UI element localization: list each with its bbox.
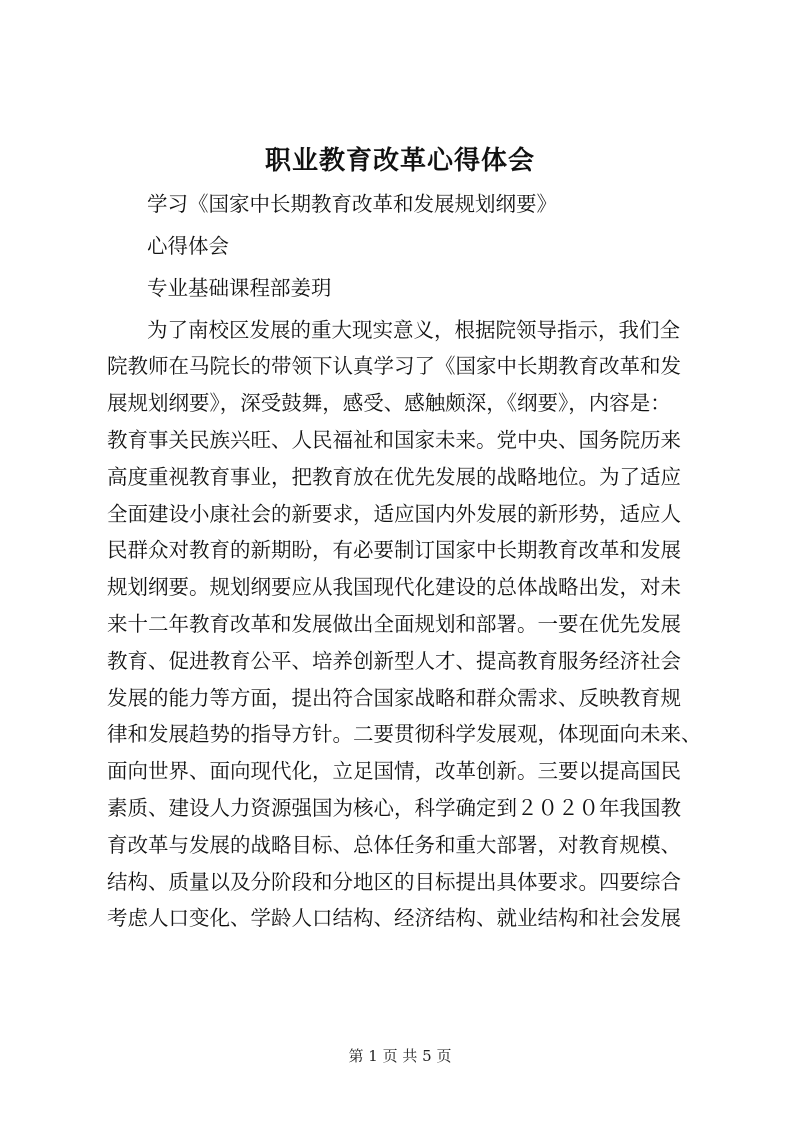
body-line: 面向世界、面向现代化，立足国情，改革创新。三要以提高国民 [107,759,681,783]
subtitle-line: 学习《国家中长期教育改革和发展规划纲要》 [147,192,557,216]
body-line: 结构、质量以及分阶段和分地区的目标提出具体要求。四要综合 [107,870,681,894]
body-line: 展规划纲要》，深受鼓舞，感受、感触颇深，《纲要》，内容是： [107,391,671,415]
body-line: 教育事关民族兴旺、人民福祉和国家未来。党中央、国务院历来 [107,428,681,452]
body-line: 发展的能力等方面，提出符合国家战略和群众需求、反映教育规 [107,686,681,710]
body-line: 民群众对教育的新期盼，有必要制订国家中长期教育改革和发展 [107,538,681,562]
body-line: 育改革与发展的战略目标、总体任务和重大部署，对教育规模、 [107,833,681,857]
body-line: 考虑人口变化、学龄人口结构、经济结构、就业结构和社会发展 [107,906,681,930]
subtitle-line: 心得体会 [147,234,229,258]
document-title: 职业教育改革心得体会 [264,146,535,176]
body-line: 高度重视教育事业，把教育放在优先发展的战略地位。为了适应 [107,465,681,489]
body-line: 为了南校区发展的重大现实意义，根据院领导指示，我们全 [147,318,680,342]
body-line: 教育、促进教育公平、培养创新型人才、提高教育服务经济社会 [107,649,681,673]
body-line: 来十二年教育改革和发展做出全面规划和部署。一要在优先发展 [107,612,681,636]
body-line: 素质、建设人力资源强国为核心，科学确定到２０２０年我国教 [107,796,681,820]
body-line: 规划纲要。规划纲要应从我国现代化建设的总体战略出发，对未 [107,575,681,599]
body-line: 律和发展趋势的指导方针。二要贯彻科学发展观，体现面向未来、 [107,722,702,746]
body-line: 院教师在马院长的带领下认真学习了《国家中长期教育改革和发 [107,354,681,378]
author-line: 专业基础课程部姜玥 [147,276,332,300]
body-line: 全面建设小康社会的新要求，适应国内外发展的新形势，适应人 [107,502,681,526]
page-footer: 第 1 页 共 5 页 [348,1047,452,1065]
